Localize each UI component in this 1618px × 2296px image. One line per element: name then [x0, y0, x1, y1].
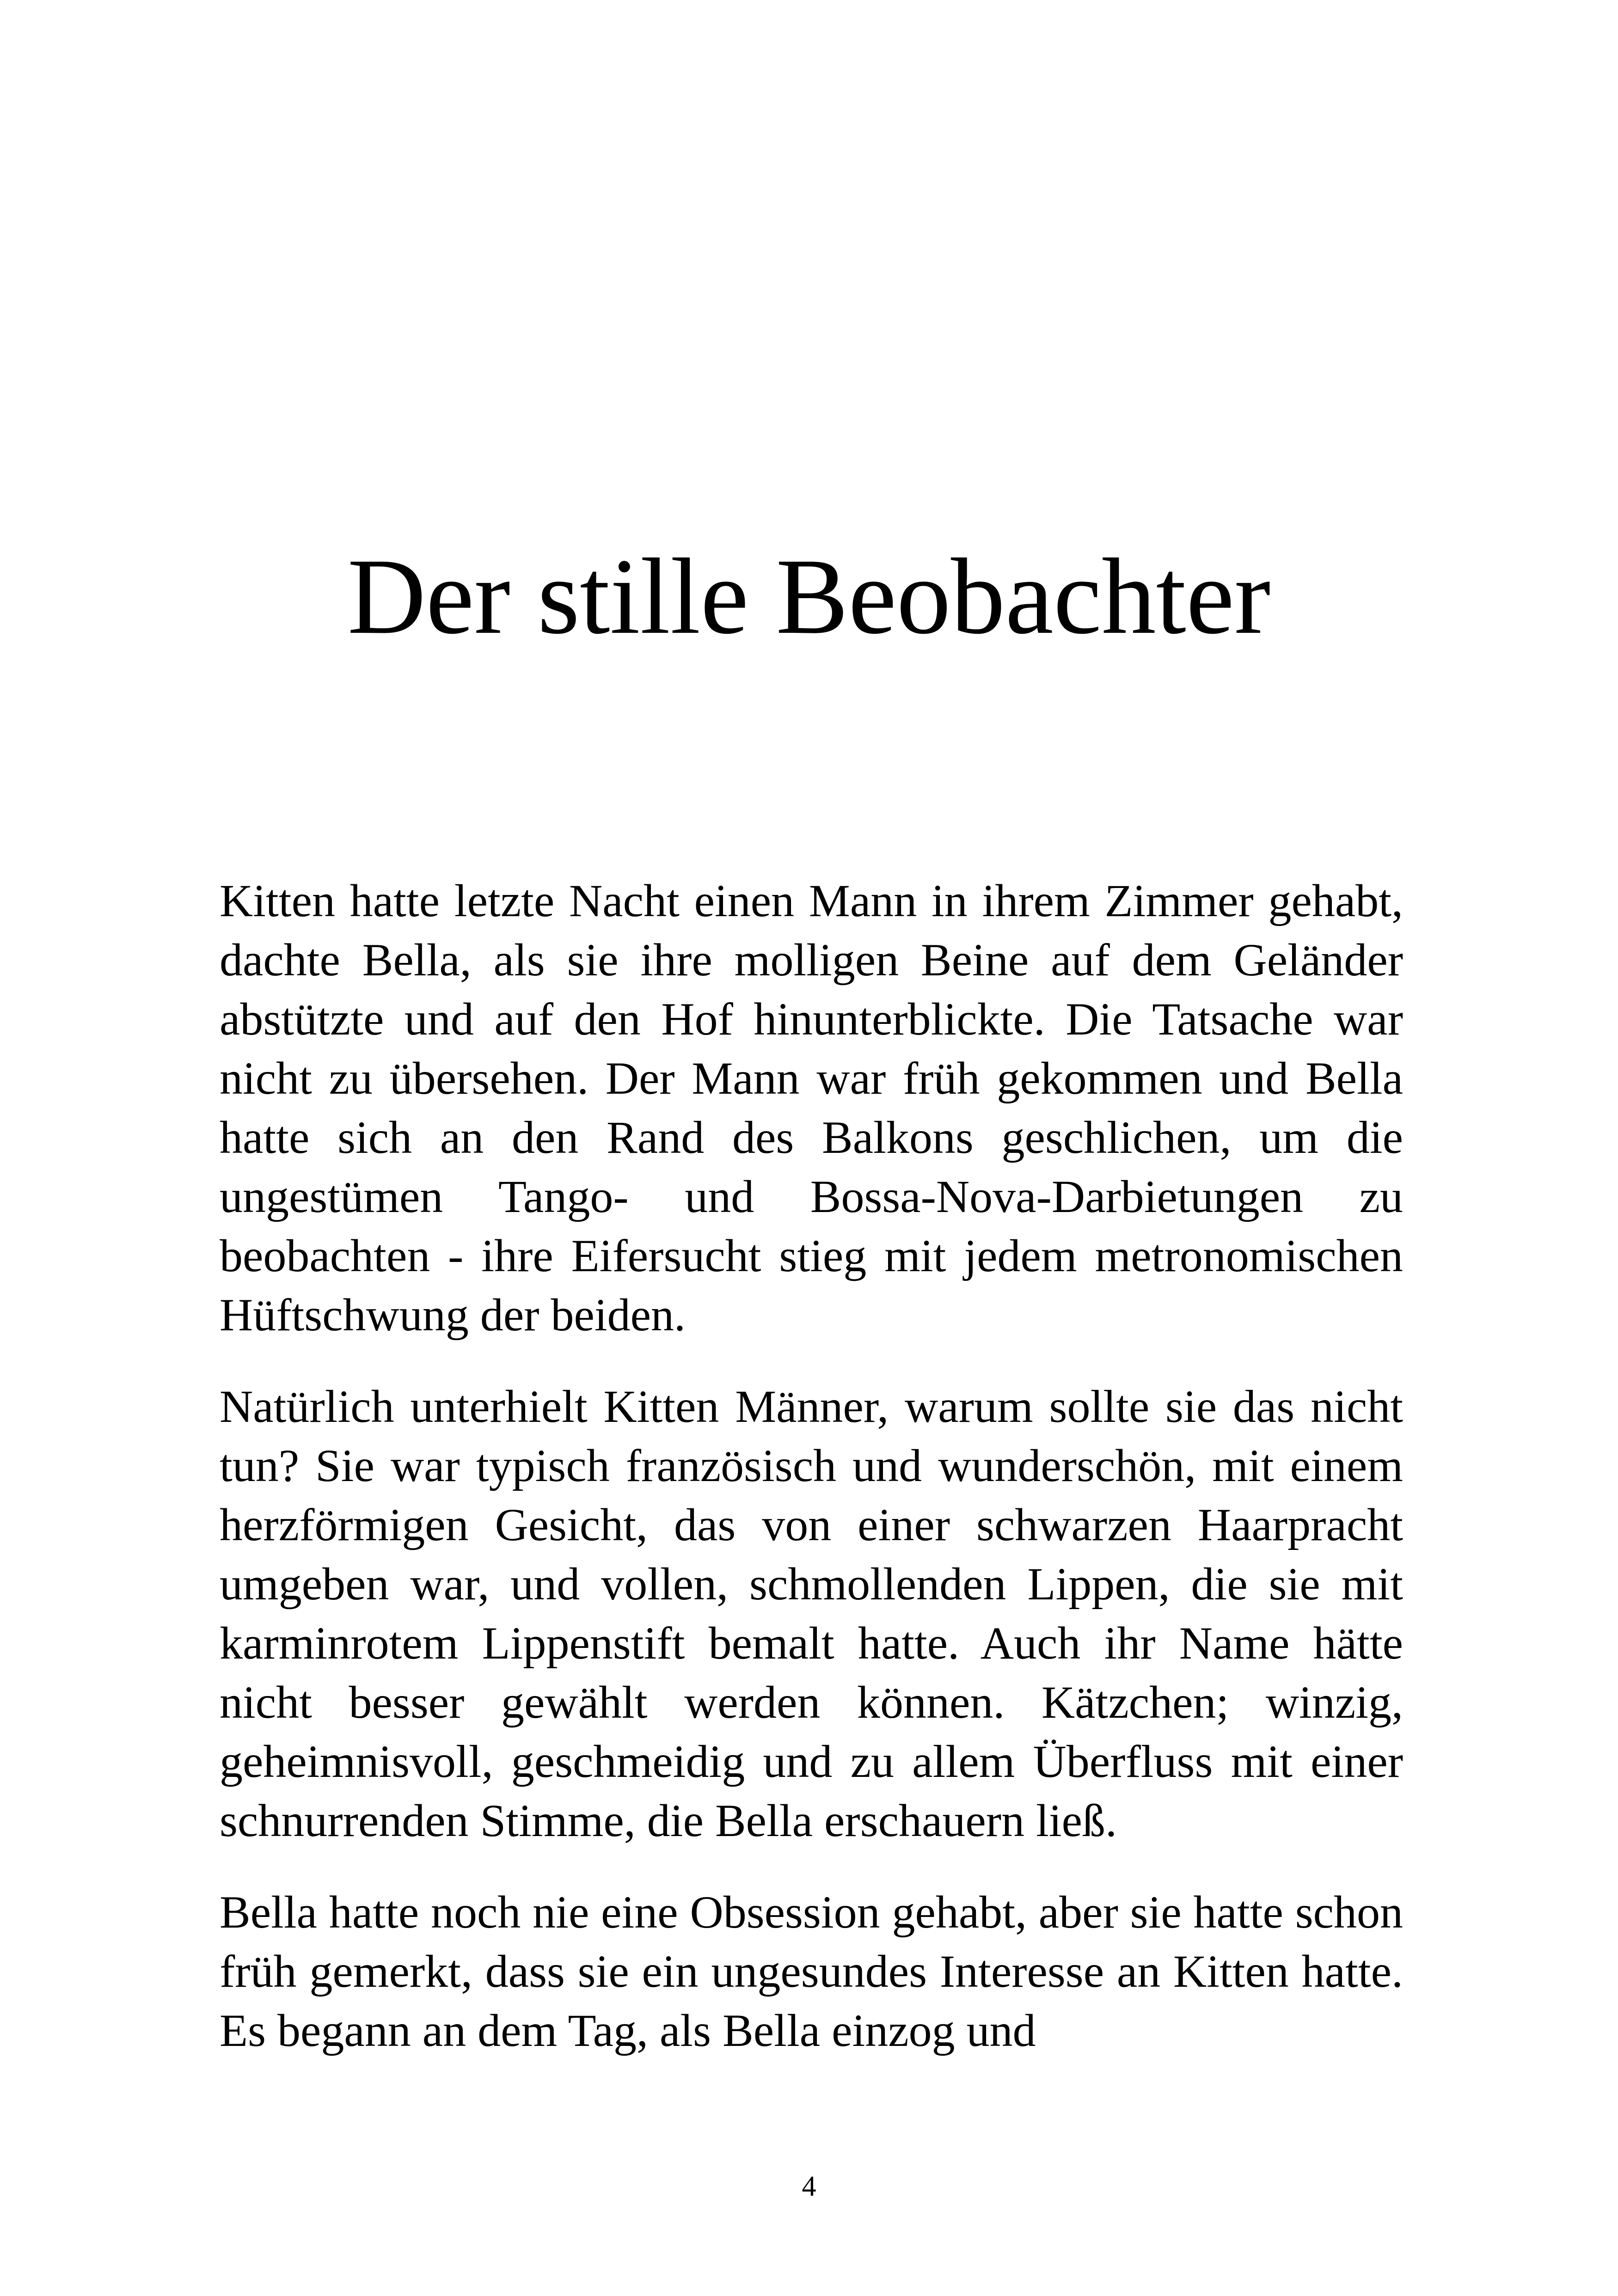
- chapter-body: [220, 871, 1403, 2093]
- chapter-title: Der stille Beobachter: [347, 536, 1271, 656]
- paragraph: Natürlich unterhielt Kitten Männer, warum sollte sie das nicht tun? Sie war typisch französisch und wunderschön, mit einem herzförmigen Gesicht, das von einer schwarzen Haarpracht umgeben war, und vollen, schmollenden Lippen, die sie mit karminrotem Lippenstift bemalt hatte. Auch ihr Name hätte nicht besser gewählt werden können. Kätzchen; winzig, geheimnisvoll, geschmeidig und zu allem Überfluss mit einer schnurrenden Stimme, die Bella erschauern ließ.: [220, 1381, 1403, 1846]
- page-number: 4: [802, 2171, 816, 2202]
- paragraph: Kitten hatte letzte Nacht einen Mann in ihrem Zimmer gehabt, dachte Bella, als sie ihre molligen Beine auf dem Geländer abstützte und auf den Hof hinunterblickte. Die Tatsache war nicht zu übersehen. Der Mann war früh gekommen und Bella hatte sich an den Rand des Balkons geschlichen, um die ungestümen Tango- und Bossa-Nova-Darbietungen zu beobachten - ihre Eifersucht stieg mit jedem metronomischen Hüftschwung der beiden.: [220, 875, 1403, 1341]
- paragraph: Bella hatte noch nie eine Obsession gehabt, aber sie hatte schon früh gemerkt, dass sie ein ungesundes Interesse an Kitten hatte. Es begann an dem Tag, als Bella einzog und: [220, 1886, 1403, 2056]
